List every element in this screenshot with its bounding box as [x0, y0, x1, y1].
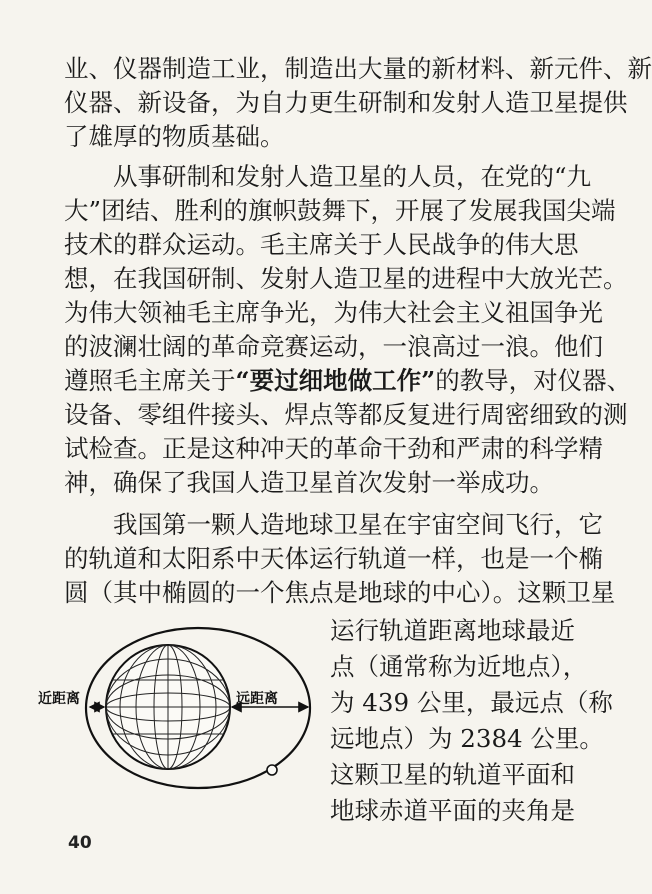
paragraph-2-line-7 — [64, 364, 632, 398]
paragraph-2-line-9: 试检查。正是这种冲天的革命干劲和严肃的科学精 — [64, 434, 603, 463]
page-number: 40 — [68, 833, 92, 853]
line-7-post: 的教导，对仪器、 — [435, 366, 632, 395]
apogee-label: 远距离 — [236, 691, 278, 707]
paragraph-3-line-3: 圆（其中椭圆的一个焦点是地球的中心）。这颗卫星 — [64, 578, 616, 607]
paragraph-2-line-6: 的波澜壮阔的革命竞赛运动，一浪高过一浪。他们 — [64, 332, 603, 361]
perigee-label: 近距离 — [38, 691, 80, 707]
satellite-icon — [267, 765, 277, 775]
paragraph-2-line-10: 神，确保了我国人造卫星首次发射一举成功。 — [64, 468, 554, 497]
paragraph-2-line-2: 大”团结、胜利的旗帜鼓舞下，开展了发展我国尖端 — [64, 196, 616, 225]
paragraph-3-line-4: 运行轨道距离地球最近 — [330, 616, 575, 645]
paragraph-3-line-9: 地球赤道平面的夹角是 — [330, 796, 575, 825]
emphasized-quote: “要过细地做工作” — [235, 366, 436, 395]
paragraph-3-line-8: 这颗卫星的轨道平面和 — [330, 760, 575, 789]
earth-globe-icon — [106, 645, 230, 769]
paragraph-3-line-7: 远地点）为 2384 公里。 — [330, 724, 604, 753]
paragraph-2-line-8: 设备、零组件接头、焊点等都反复进行周密细致的测 — [64, 400, 628, 429]
paragraph-3-line-5: 点（通常称为近地点）， — [330, 652, 588, 681]
paragraph-3-line-2: 的轨道和太阳系中天体运行轨道一样，也是一个椭 — [64, 544, 603, 573]
paragraph-2-line-3: 技术的群众运动。毛主席关于人民战争的伟大思 — [64, 230, 579, 259]
paragraph-1-line-3: 了雄厚的物质基础。 — [64, 122, 285, 151]
paragraph-1-line-2: 仪器、新设备，为自力更生研制和发射人造卫星提供 — [64, 88, 628, 117]
orbit-diagram — [40, 610, 320, 810]
line-7-pre: 遵照毛主席关于 — [64, 366, 236, 395]
paragraph-2-line-1: 从事研制和发射人造卫星的人员，在党的“九 — [113, 162, 592, 191]
paragraph-3-line-1: 我国第一颗人造地球卫星在宇宙空间飞行，它 — [113, 510, 603, 539]
paragraph-2-line-4: 想，在我国研制、发射人造卫星的进程中大放光芒。 — [64, 264, 628, 293]
paragraph-1-line-1: 业、仪器制造工业，制造出大量的新材料、新元件、新 — [64, 54, 652, 83]
paragraph-2-line-5: 为伟大领袖毛主席争光，为伟大社会主义祖国争光 — [64, 298, 603, 327]
paragraph-3-line-6: 为 439 公里，最远点（称 — [330, 688, 613, 717]
